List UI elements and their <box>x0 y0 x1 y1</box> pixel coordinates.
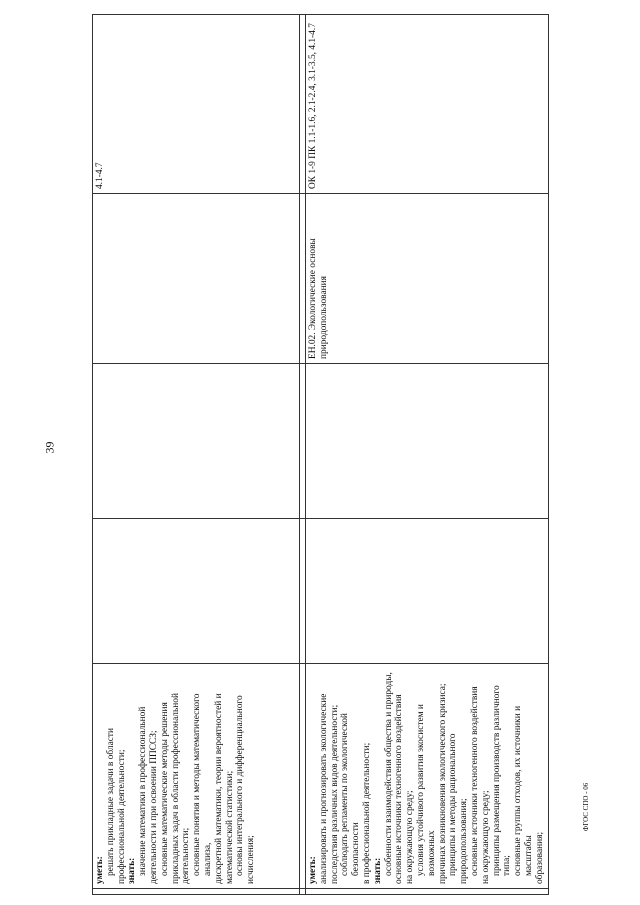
eco-discipline-cell <box>306 194 549 364</box>
page-number: 39 <box>42 441 57 454</box>
description-line: причинах возникновения экологического кризиса; <box>437 683 448 884</box>
description-line: соблюдать регламенты по экологической безопасности <box>340 713 362 876</box>
description-line: математической статистики; <box>224 770 235 884</box>
description-line: основы интегрального и дифференциального <box>235 695 246 876</box>
eco-discipline: ЕН.02. Экологические основы природопользования <box>308 238 329 359</box>
empty-hours-cell <box>306 364 549 519</box>
description-line: основные источники техногенного воздействия <box>469 686 480 876</box>
description-line: на окружающую среду; <box>405 790 416 884</box>
eco-competencies-cell <box>306 15 549 194</box>
empty-hours-cell <box>306 519 549 664</box>
rotated-sheet <box>92 15 545 895</box>
footer-code: ФГОС СПО - 06 <box>582 782 590 832</box>
empty-discipline-cell <box>93 194 300 364</box>
description-line: основные источники техногенного воздействия <box>394 694 405 884</box>
description-line: основные группы отходов, их источники и масштабы <box>513 705 534 876</box>
margin-cell <box>306 889 549 895</box>
description-line: профессиональной деятельности; <box>116 749 127 884</box>
description-line: исчисления; <box>246 835 257 884</box>
section-heading: уметь: <box>308 856 318 884</box>
description-line: условия устойчивого развития экосистем и возможных <box>415 704 437 876</box>
description-line: образования; <box>534 831 545 884</box>
eco-description <box>308 668 546 884</box>
eco-description-cell <box>306 664 549 889</box>
description-line: принципы и методы рационального <box>448 733 459 876</box>
description-line: анализировать и прогнозировать экологические <box>318 693 329 884</box>
margin-cell <box>93 889 300 895</box>
description-line: особенности взаимодействия общества и природы, <box>383 672 394 876</box>
description-line: решать прикладные задачи в области <box>105 727 116 876</box>
section-heading: знать: <box>372 857 383 884</box>
section-heading: знать: <box>127 857 138 884</box>
description-line: основные понятия и методы математического анализа, <box>192 693 213 876</box>
math-description <box>95 668 257 884</box>
table-row-ecology <box>306 15 549 895</box>
description-line: прикладных задач в области профессиональной <box>170 693 181 884</box>
section-heading: уметь: <box>95 856 105 884</box>
math-competencies: 4.1-4.7 <box>95 162 105 189</box>
table-row-math <box>93 15 300 895</box>
description-line: последствия различных видов деятельности; <box>329 704 340 884</box>
description-line: деятельности и при освоении ППССЗ; <box>148 730 159 884</box>
description-line: принципы размещения производств различного типа; <box>491 685 513 876</box>
description-line: значение математики в профессиональной <box>138 706 149 876</box>
description-line: дискретной математики, теории вероятностей и <box>213 693 224 884</box>
empty-hours-cell <box>93 364 300 519</box>
description-line: основные математические методы решения <box>159 702 170 876</box>
math-description-cell <box>93 664 300 889</box>
description-line: в профессиональной деятельности; <box>361 742 372 884</box>
eco-competencies: ОК 1-9 ПК 1.1-1.6, 2.1-2.4, 3.1-3.5, 4.1-4.7 <box>308 23 318 189</box>
description-line: природопользования; <box>459 798 470 884</box>
description-line: на окружающую среду; <box>480 790 491 884</box>
curriculum-table <box>92 14 549 895</box>
description-line: деятельности; <box>181 827 192 884</box>
empty-hours-cell <box>93 519 300 664</box>
math-competencies-cell <box>93 15 300 194</box>
